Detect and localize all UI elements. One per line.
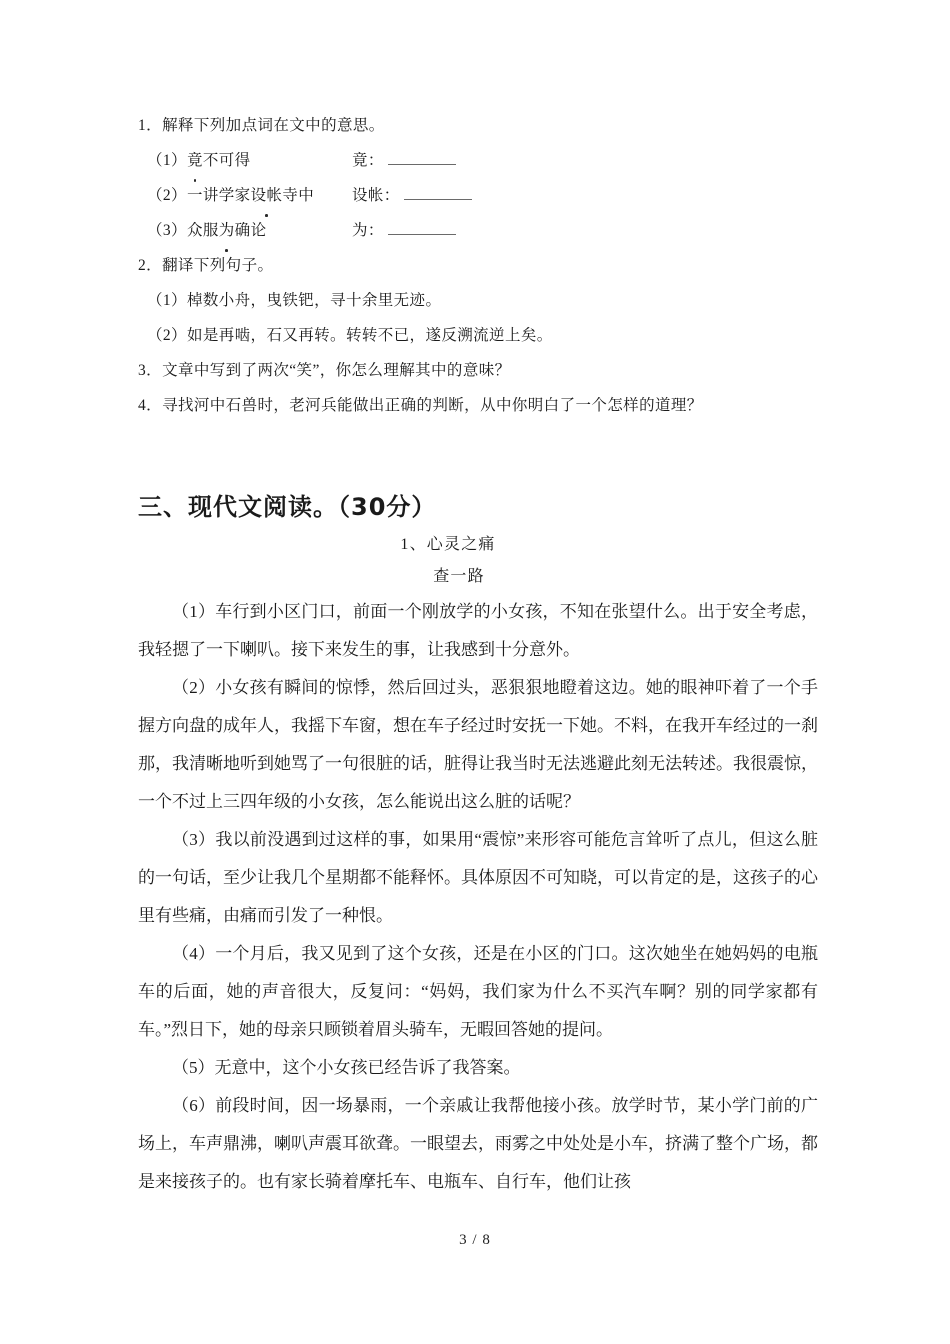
- q1-item-2-answer-blank[interactable]: [404, 186, 472, 200]
- article-title: 1、心灵之痛: [400, 536, 496, 553]
- q1-item-1-dotted-word: 竟: [187, 143, 203, 178]
- q4-text: 寻找河中石兽时，老河兵能做出正确的判断，从中你明白了一个怎样的道理？: [162, 397, 703, 414]
- q1-item-3-label: （3）: [147, 222, 187, 239]
- q1-item-3-before: 众服: [186, 222, 219, 239]
- q3-number: 3．: [138, 362, 163, 379]
- q1-item-2-answer-label: 设帐：: [352, 187, 400, 204]
- q2-item-2: （2）如是再啮，石又再转。转转不已，遂反溯流逆上矣。: [147, 327, 553, 344]
- q1-item-1-after: 不可得: [202, 152, 251, 169]
- q1-item-1: [138, 143, 818, 178]
- q1-item-3-stem: [147, 213, 352, 248]
- q1-item-3-answer-blank[interactable]: [388, 221, 456, 235]
- q3-text: 文章中写到了两次“笑”，你怎么理解其中的意味？: [162, 362, 511, 379]
- q2-prompt-line: [138, 248, 818, 283]
- article-paragraph: （5）无意中，这个小女孩已经告诉了我答案。: [172, 1058, 521, 1077]
- q1-item-1-answer-label: 竟：: [352, 152, 384, 169]
- q1-item-1-label: （1）: [147, 152, 187, 169]
- q1-item-2: [138, 178, 818, 213]
- q1-item-3-dotted-word: 为: [219, 213, 235, 248]
- article-paragraph: （2）小女孩有瞬间的惊悸，然后回过头，恶狠狠地瞪着这边。她的眼神吓着了一个手握方向盘的成年人，我摇下车窗，想在车子经过时安抚一下她。不料，在我开车经过的一刹那，我清晰地听到她骂了一句很脏的话，脏得让我当时无法逃避此刻无法转述。我很震惊，一个不过上三四年级的小女孩，怎么能说出这么脏的话呢？: [138, 678, 818, 811]
- q1-number: 1．: [138, 117, 163, 134]
- q1-item-2-after: 寺中: [282, 187, 315, 204]
- exercise-q4: [138, 388, 818, 423]
- article-paragraph: （1）车行到小区门口，前面一个刚放学的小女孩，不知在张望什么。出于安全考虑，我轻摁了一下喇叭。接下来发生的事，让我感到十分意外。: [138, 602, 818, 659]
- q1-prompt-line: [138, 108, 818, 143]
- q4-number: 4．: [138, 397, 163, 414]
- section-heading-modern-reading: 三、现代文阅读。（30分）: [138, 493, 437, 521]
- page-content: [138, 108, 818, 1201]
- q1-item-1-stem: [147, 143, 352, 178]
- q1-item-2-dotted-word: 设帐: [251, 178, 283, 213]
- exercise-q2: [138, 248, 818, 353]
- q2-number: 2．: [138, 257, 163, 274]
- article-author: 查一路: [433, 568, 485, 585]
- q1-item-3-answer-label: 为：: [352, 222, 384, 239]
- q1-item-2-stem: [147, 178, 352, 213]
- q2-item-1: （1）棹数小舟，曳铁钯，寻十余里无迹。: [147, 292, 442, 309]
- q1-item-2-before: 一讲学家: [186, 187, 251, 204]
- article-paragraph: （6）前段时间，因一场暴雨，一个亲戚让我帮他接小孩。放学时节，某小学门前的广场上，车声鼎沸，喇叭声震耳欲聋。一眼望去，雨雾之中处处是小车，挤满了整个广场，都是来接孩子的。也有家长骑着摩托车、电瓶车、自行车，他们让孩: [138, 1096, 818, 1191]
- article-paragraph: （3）我以前没遇到过这样的事，如果用“震惊”来形容可能危言耸听了点儿，但这么脏的一句话，至少让我几个星期都不能释怀。具体原因不可知晓，可以肯定的是，这孩子的心里有些痛，由痛而引发了一种恨。: [138, 830, 818, 925]
- article-paragraph: （4）一个月后，我又见到了这个女孩，还是在小区的门口。这次她坐在她妈妈的电瓶车的后面，她的声音很大，反复问：“妈妈，我们家为什么不买汽车啊？别的同学家都有车。”烈日下，她的母亲只顾锁着眉头骑车，无暇回答她的提问。: [138, 944, 818, 1039]
- q1-item-2-label: （2）: [147, 187, 187, 204]
- exercise-q3: [138, 353, 818, 388]
- q1-item-1-answer-blank[interactable]: [388, 151, 456, 165]
- q2-prompt-text: 翻译下列句子。: [162, 257, 274, 274]
- q1-prompt-text: 解释下列加点词在文中的意思。: [162, 117, 385, 134]
- q1-item-3: [138, 213, 818, 248]
- exercise-q1: [138, 108, 818, 248]
- page-number-footer: 3 / 8: [459, 1232, 491, 1248]
- q1-item-3-after: 确论: [234, 222, 267, 239]
